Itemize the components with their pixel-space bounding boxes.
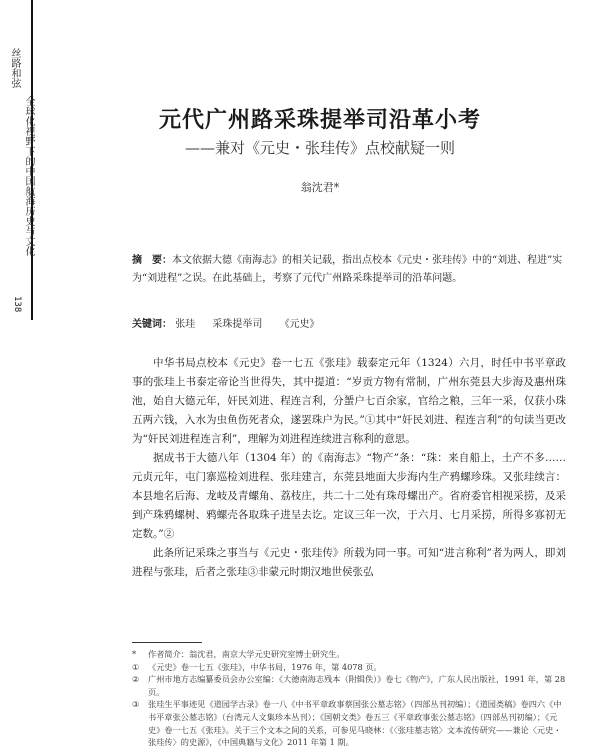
abstract [132,252,566,288]
keywords [132,315,566,330]
body-paragraph: 据成书于大德八年（1304 年）的《南海志》“物产”条：“珠：来自船上，土产不多……元贞元年，屯门寨巡检刘进程、张珪建言，东莞县地面大步海内生产鸦螺珍珠。又张珪续言：本县地名后海、龙岐及青螺角、荔枝庄，共二十二处有珠母螺出产。省府委官相视采捞，及采到产珠鸦螺树、鸦螺壳各取珠子进呈去讫。定议三年一次，于六月、七月采捞，所得多寡初无定数。”② [132,452,566,540]
abstract-text: 本文依据大德《南海志》的相关记载，指出点校本《元史・张珪传》中的“刘进、程进”实为“刘进程”之误。在此基础上，考察了元代广州路采珠提举司的沿革问题。 [132,255,563,284]
footnote-mark: ① [132,661,140,672]
footnote-text: 作者简介：翁沈君，南京大学元史研究室博士研究生。 [148,649,345,659]
keyword: 张珪 [175,319,196,330]
footnote-text: 张珪生平事迹见《道园学古录》卷一八《中书平章政事蔡国张公墓志铭》（四部丛刊初编）；《道园类稿》卷四六《中书平章张公墓志铭》（台湾元人文集珍本丛刊）；《国朝文类》卷五三《平章政事张公墓志铭》（四部丛刊初编）；《元史》卷一七五《张珪》。关于三个文本之间的关系，可参见马晓林：《〈张珪墓志铭〉文本流传研究——兼论〈元史・张珪传〉的史源》，《中国典籍与文化》2011 年第 1 期。 [148,699,562,748]
abstract-label: 摘 要： [132,255,172,266]
footnote-text: 广州市地方志编纂委员会办公室编：《大德南海志残本（附辑佚）》卷七《物产》，广东人民出版社，1991 年，第 28 页。 [148,674,566,697]
footnote-mark: ③ [132,699,140,710]
body-paragraph: 中华书局点校本《元史》卷一七五《张珪》载泰定元年（1324）六月，时任中书平章政事的张珪上书泰定帝论当世得失，其中提道：“岁贡方物有常制，广州东莞县大步海及惠州珠池，始自大德元年，奸民刘进、程连言利，分蜑户七百余家，官给之粮，三年一采，仅获小珠五两六钱，入水为虫鱼伤死者众，遂罢珠户为民。”①其中“奸民刘进、程连言利”的句读当更改为“奸民刘进程连言利”，理解为刘进程连续进言称利的意思。 [132,357,566,445]
article-title: 元代广州路采珠提举司沿革小考 [158,108,481,133]
body-text [132,354,566,582]
footnote-text: 《元史》卷一七五《张珪》，中华书局，1976 年，第 4078 页。 [148,661,382,672]
keyword: 《元史》 [279,319,320,330]
keyword: 采珠提举司 [212,319,263,330]
body-paragraph: 此条所记采珠之事当与《元史・张珪传》所载为同一事。可知“进言称利”者为两人，即刘进程与张珪，后者之张珪③非蒙元时期汉地世侯张弘 [132,547,566,578]
footnote [132,661,566,674]
article-subtitle: ——兼对《元史・张珪传》点校献疑一则 [184,139,455,157]
footnote-mark: ② [132,674,140,685]
footnotes [132,648,566,749]
page-number: 138 [12,296,22,313]
footnote-divider [132,642,202,643]
footnote [132,673,566,698]
running-header-series: 丝路和弦 [9,48,20,88]
footnote [132,698,566,748]
keywords-label: 关键词： [132,319,172,330]
running-header-book-title: 全球化视野下的中国航海历史与文化 [23,96,34,256]
author-name: 翁沈君* [300,181,340,194]
footnote-mark: * [132,649,137,659]
footnote [132,648,566,661]
